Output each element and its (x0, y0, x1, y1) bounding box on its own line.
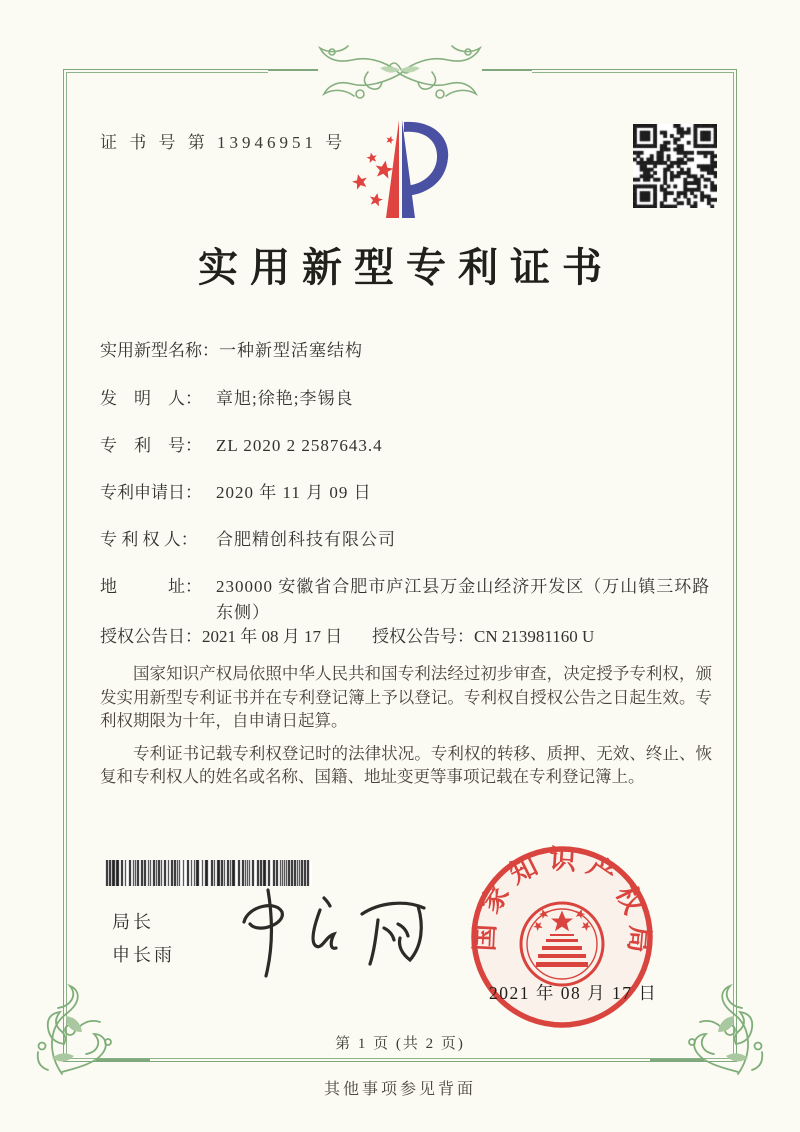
field-value: 章旭;徐艳;李锡良 (216, 389, 354, 408)
grant-date-value: 2021 年 08 月 17 日 (202, 627, 343, 646)
field-utility-model-name (100, 338, 712, 364)
page-number: 第 1 页 (共 2 页) (335, 1036, 465, 1052)
grant-number-label: 授权公告号： (372, 627, 474, 646)
grant-announcement-row (100, 624, 712, 650)
field-label: 发 明 人： (100, 389, 202, 408)
field-value: 230000 安徽省合肥市庐江县万金山经济开发区（万山镇三环路东侧） (216, 577, 711, 622)
barcode (104, 860, 312, 886)
grant-number-value: CN 213981160 U (474, 627, 595, 646)
field-value: ZL 2020 2 2587643.4 (216, 436, 383, 455)
back-side-note: 其他事项参见背面 (323, 1081, 476, 1098)
legal-paragraph-1: 国家知识产权局依照中华人民共和国专利法经过初步审查，决定授予专利权，颁发实用新型专利证书并在专利登记簿上予以登记。专利权自授权公告之日起生效。专利权期限为十年，自申请日起算。 (100, 664, 712, 730)
field-label: 专 利 权 人： (100, 530, 198, 549)
seal-date: 2021 年 08 月 17 日 (489, 983, 658, 1003)
field-address (100, 574, 712, 626)
field-label: 实用新型名称： (100, 341, 219, 360)
field-label: 专 利 号： (100, 436, 202, 455)
field-inventors (100, 386, 712, 412)
legal-paragraph-2: 专利证书记载专利权登记时的法律状况。专利权的转移、质押、无效、终止、恢复和专利权人的姓名或名称、国籍、地址变更等事项记载在专利登记簿上。 (100, 743, 712, 786)
cnipa-logo-icon (338, 112, 466, 228)
certificate-number: 证 书 号 第 13946951 号 (100, 133, 347, 152)
field-label: 专利申请日： (100, 483, 202, 502)
top-ornament-icon (268, 34, 532, 112)
grant-date-label: 授权公告日： (100, 627, 202, 646)
qr-code (633, 124, 717, 208)
field-value: 一种新型活塞结构 (219, 341, 363, 360)
legal-text (100, 662, 712, 798)
seal-ring-text: 国家知识产权局 (469, 843, 656, 963)
commissioner-signature (228, 884, 433, 982)
field-patent-number (100, 433, 712, 459)
field-value: 2020 年 11 月 09 日 (216, 483, 372, 502)
commissioner-post-label: 局长 (112, 912, 154, 932)
certificate-title: 实用新型专利证书 (198, 245, 614, 290)
field-patentee (100, 527, 712, 553)
field-label: 地 址： (100, 577, 202, 596)
field-filing-date (100, 480, 712, 506)
commissioner-name: 申长雨 (112, 945, 175, 965)
field-value: 合肥精创科技有限公司 (216, 530, 396, 549)
